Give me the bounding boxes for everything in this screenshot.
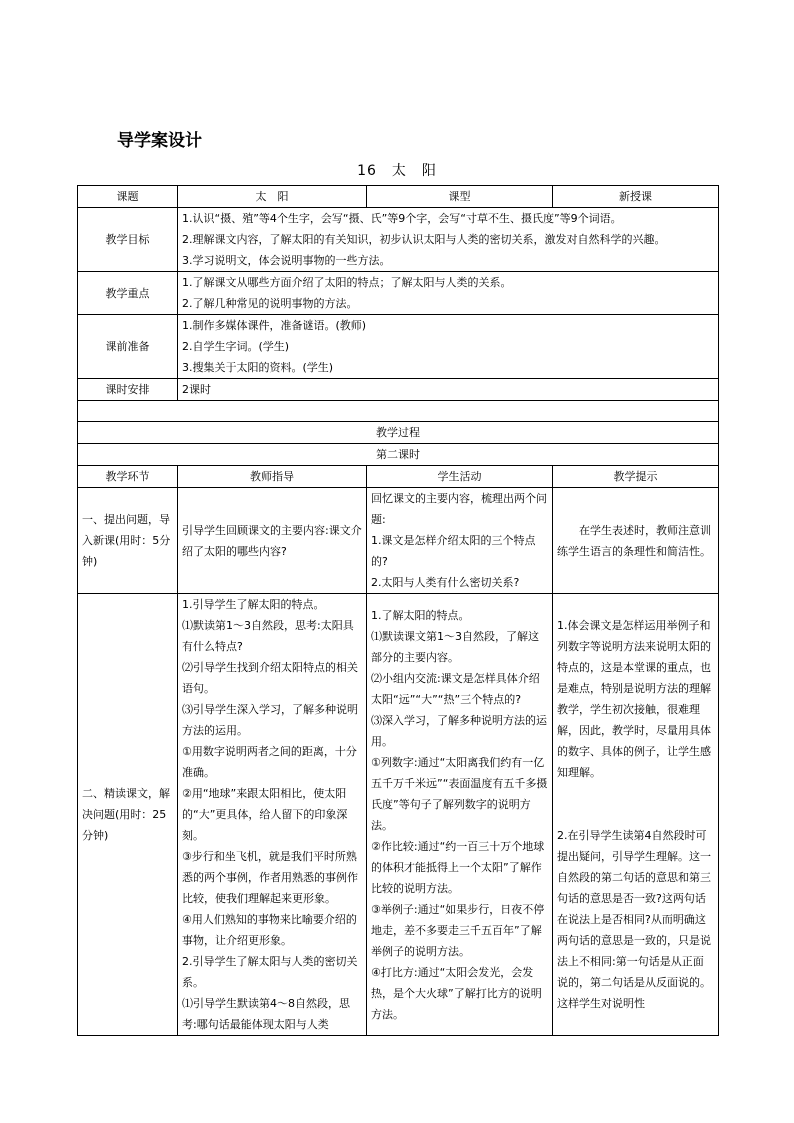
stage2-student bbox=[367, 594, 553, 1036]
column-header-stage: 教学环节 bbox=[78, 466, 178, 488]
subject-label: 课题 bbox=[78, 186, 178, 208]
objectives-label: 教学目标 bbox=[78, 208, 178, 272]
stage2-student-line: ⑴默读课文第1～3自然段，了解这部分的主要内容。 bbox=[371, 629, 539, 664]
spacer-cell bbox=[78, 401, 719, 422]
stage2-row bbox=[78, 594, 719, 1036]
column-header-student: 学生活动 bbox=[367, 466, 553, 488]
keypoint-item: 1.了解课文从哪些方面介绍了太阳的特点；了解太阳与人类的关系。 bbox=[182, 276, 512, 289]
subject-value: 太 阳 bbox=[178, 186, 367, 208]
subject-row bbox=[78, 186, 719, 208]
period-header: 第二课时 bbox=[78, 444, 719, 466]
objective-item: 1.认识“摄、殖”等4个生字，会写“摄、氏”等9个字，会写“寸草不生、摄氏度”等9个词语。 bbox=[182, 212, 622, 225]
stage2-teacher-line: 1.引导学生了解太阳的特点。 bbox=[182, 598, 325, 611]
stage2-teacher bbox=[178, 594, 367, 1036]
stage1-student-line: 1.课文是怎样介绍太阳的三个特点的? bbox=[371, 534, 536, 568]
type-label: 课型 bbox=[367, 186, 553, 208]
objective-item: 2.理解课文内容，了解太阳的有关知识，初步认识太阳与人类的密切关系，激发对自然科学的兴趣。 bbox=[182, 233, 666, 246]
stage2-student-line: ①列数字:通过“太阳离我们约有一亿五千万千米远”“表面温度有五千多摄氏度”等句子了解列数字的说明方法。 bbox=[371, 755, 548, 832]
stage2-teacher-line: 2.引导学生了解太阳与人类的密切关系。 bbox=[182, 955, 358, 989]
preparation-row bbox=[78, 315, 719, 379]
preparation-content bbox=[178, 315, 719, 379]
page-heading: 导学案设计 bbox=[117, 131, 202, 151]
stage1-student bbox=[367, 488, 553, 594]
lesson-title: 16 太 阳 bbox=[357, 163, 437, 179]
stage2-tip-line: 1.体会课文是怎样运用举例子和列数字等说明方法来说明太阳的特点的，这是本堂课的重点，也是难点，特别是说明方法的理解教学，学生初次接触，很难理解，因此，教学时，尽量用具体的数字、具体的例子，让学生感知理解。 bbox=[557, 619, 711, 779]
preparation-label: 课前准备 bbox=[78, 315, 178, 379]
stage1-student-line: 2.太阳与人类有什么密切关系? bbox=[371, 576, 520, 589]
process-header: 教学过程 bbox=[78, 422, 719, 444]
period-header-row bbox=[78, 444, 719, 466]
stage1-student-line: 回忆课文的主要内容，梳理出两个问题: bbox=[371, 492, 547, 526]
stage2-tip-line: 2.在引导学生读第4自然段时可提出疑问，引导学生理解。这一自然段的第二句话的意思和第三句话的意思是否一致?这两句话在说法上是否相同?从而明确这两句话的意思是一致的，只是说法上不相同:第一句话是从正面说的，第二句话是从反面说的。这样学生对说明性 bbox=[557, 829, 711, 1010]
stage2-student-line: ②作比较:通过“约一百三十万个地球的体积才能抵得上一个太阳”了解作比较的说明方法。 bbox=[371, 839, 545, 895]
stage1-tip-text: 在学生表述时，教师注意训练学生语言的条理性和简洁性。 bbox=[557, 523, 711, 558]
keypoints-row bbox=[78, 272, 719, 315]
stage2-name: 二、精读课文，解决问题(用时：25分钟) bbox=[78, 594, 178, 1036]
schedule-label: 课时安排 bbox=[78, 379, 178, 401]
stage2-tip bbox=[553, 594, 719, 1036]
stage2-teacher-line: ⑴引导学生默读第4～8自然段，思考:哪句话最能体现太阳与人类 bbox=[182, 997, 350, 1031]
stage1-teacher: 引导学生回顾课文的主要内容:课文介绍了太阳的哪些内容? bbox=[178, 488, 367, 594]
stage2-student-line: ④打比方:通过“太阳会发光，会发热，是个大火球”了解打比方的说明方法。 bbox=[371, 965, 542, 1021]
stage1-name: 一、提出问题，导入新课(用时：5分钟) bbox=[78, 488, 178, 594]
spacer-row bbox=[78, 401, 719, 422]
stage1-row bbox=[78, 488, 719, 594]
process-header-row bbox=[78, 422, 719, 444]
keypoint-item: 2.了解几种常见的说明事物的方法。 bbox=[182, 297, 358, 310]
stage2-teacher-line: ②用“地球”来跟太阳相比，使太阳的“大”更具体，给人留下的印象深刻。 bbox=[182, 787, 348, 842]
stage2-teacher-line: ①用数字说明两者之间的距离，十分准确。 bbox=[182, 745, 357, 779]
schedule-value: 2课时 bbox=[178, 379, 719, 401]
stage2-student-line: ⑶深入学习，了解多种说明方法的运用。 bbox=[371, 713, 547, 748]
preparation-item: 3.搜集关于太阳的资料。(学生) bbox=[182, 361, 334, 374]
schedule-row bbox=[78, 379, 719, 401]
stage2-student-line: ③举例子:通过“如果步行，日夜不停地走，差不多要走三千五百年”了解举例子的说明方法。 bbox=[371, 902, 545, 958]
stage1-tip bbox=[553, 488, 719, 594]
keypoints-label: 教学重点 bbox=[78, 272, 178, 315]
stage2-teacher-line: ⑶引导学生深入学习，了解多种说明方法的运用。 bbox=[182, 703, 358, 737]
objective-item: 3.学习说明文，体会说明事物的一些方法。 bbox=[182, 254, 391, 267]
preparation-item: 2.自学生字词。(学生) bbox=[182, 340, 290, 353]
column-header-row bbox=[78, 466, 719, 488]
stage2-teacher-line: ⑵引导学生找到介绍太阳特点的相关语句。 bbox=[182, 661, 358, 695]
objectives-content bbox=[178, 208, 719, 272]
stage2-teacher-line: ④用人们熟知的事物来比喻要介绍的事物，让介绍更形象。 bbox=[182, 913, 357, 947]
type-value: 新授课 bbox=[553, 186, 719, 208]
column-header-tip: 教学提示 bbox=[553, 466, 719, 488]
preparation-item: 1.制作多媒体课件，准备谜语。(教师) bbox=[182, 319, 367, 332]
column-header-teacher: 教师指导 bbox=[178, 466, 367, 488]
stage2-student-line: 1.了解太阳的特点。 bbox=[371, 608, 470, 622]
stage2-teacher-line: ⑴默读第1～3自然段，思考:太阳具有什么特点? bbox=[182, 619, 354, 653]
lesson-plan-table bbox=[77, 185, 719, 1036]
objectives-row bbox=[78, 208, 719, 272]
keypoints-content bbox=[178, 272, 719, 315]
stage2-student-line: ⑵小组内交流:课文是怎样具体介绍太阳“远”“大”“热”三个特点的? bbox=[371, 671, 540, 706]
stage2-teacher-line: ③步行和坐飞机，就是我们平时所熟悉的两个事例，作者用熟悉的事例作比较，使我们理解起来更形象。 bbox=[182, 850, 358, 905]
